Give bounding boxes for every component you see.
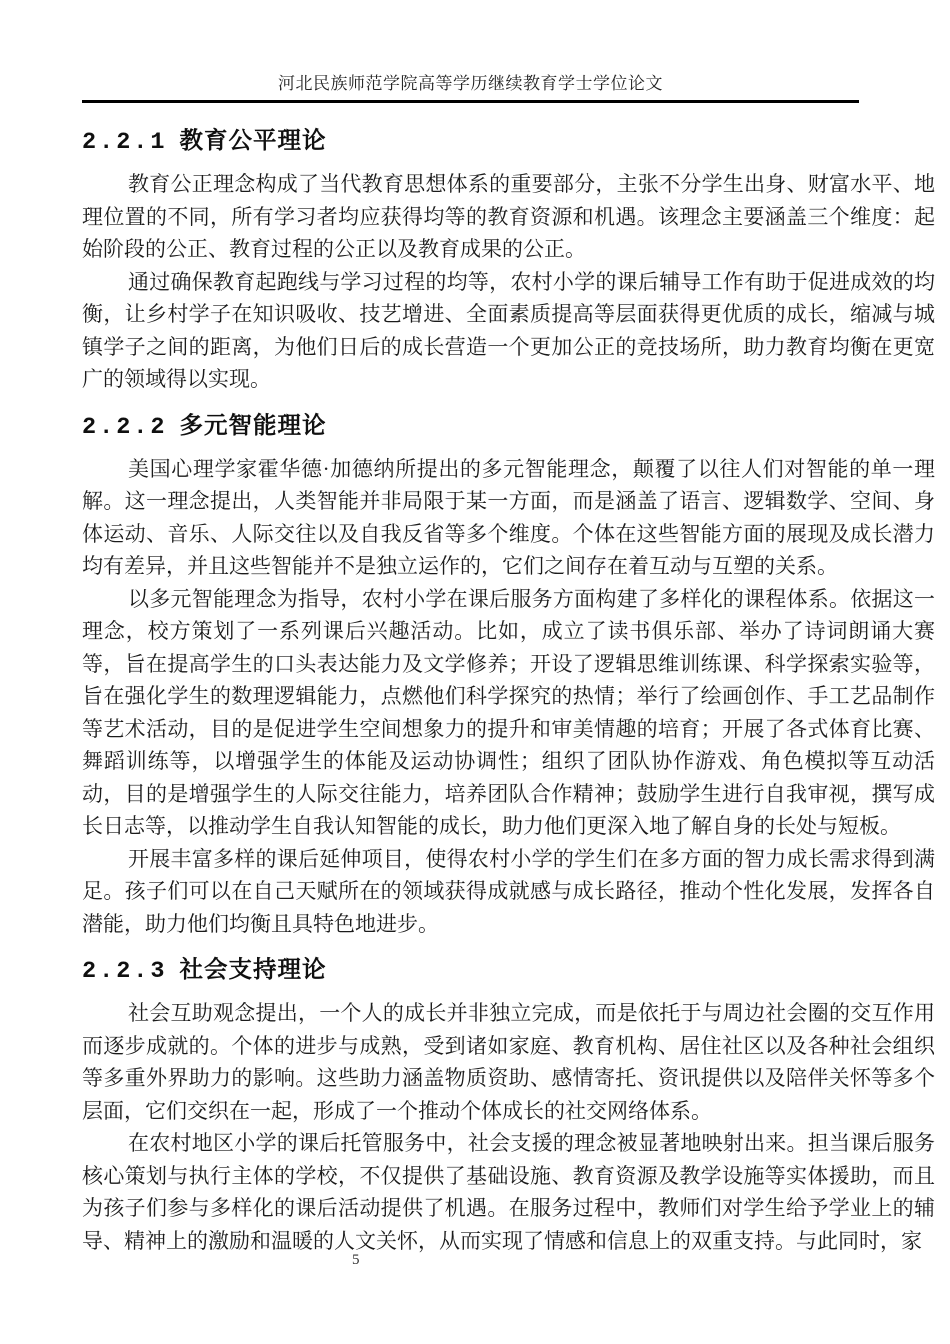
body-paragraph: 开展丰富多样的课后延伸项目，使得农村小学的学生们在多方面的智力成长需求得到满足。孩子们可以在自己天赋所在的领域获得成就感与成长路径，推动个性化发展，发挥各自潜能，助力他们均衡且具特色地进步。 xyxy=(82,846,935,936)
section-heading xyxy=(82,410,935,443)
section-heading xyxy=(82,954,935,987)
section-number: 2.2.3 xyxy=(82,958,168,985)
section-title: 多元智能理论 xyxy=(179,411,327,438)
body-paragraph: 社会互助观念提出，一个人的成长并非独立完成，而是依托于与周边社会圈的交互作用而逐步成就的。个体的进步与成熟，受到诸如家庭、教育机构、居住社区以及各种社会组织等多重外界助力的影响。这些助力涵盖物质资助、感情寄托、资讯提供以及陪伴关怀等多个层面，它们交织在一起，形成了一个推动个体成长的社交网络体系。 xyxy=(82,1001,935,1123)
section-social-support xyxy=(82,954,935,1257)
body-paragraph: 以多元智能理念为指导，农村小学在课后服务方面构建了多样化的课程体系。依据这一理念，校方策划了一系列课后兴趣活动。比如，成立了读书俱乐部、举办了诗词朗诵大赛等，旨在提高学生的口头表达能力及文学修养；开设了逻辑思维训练课、科学探索实验等，旨在强化学生的数理逻辑能力，点燃他们科学探究的热情；举行了绘画创作、手工艺品制作等艺术活动，目的是促进学生空间想象力的提升和审美情趣的培育；开展了各式体育比赛、舞蹈训练等，以增强学生的体能及运动协调性；组织了团队协作游戏、角色模拟等互动活动，目的是增强学生的人际交往能力，培养团队合作精神；鼓励学生进行自我审视，撰写成长日志等，以推动学生自我认知智能的成长，助力他们更深入地了解自身的长处与短板。 xyxy=(82,586,935,838)
body-paragraph: 教育公正理念构成了当代教育思想体系的重要部分，主张不分学生出身、财富水平、地理位置的不同，所有学习者均应获得均等的教育资源和机遇。该理念主要涵盖三个维度：起始阶段的公正、教育过程的公正以及教育成果的公正。 xyxy=(82,172,935,261)
section-heading xyxy=(82,125,935,158)
body-paragraph: 在农村地区小学的课后托管服务中，社会支援的理念被显著地映射出来。担当课后服务核心策划与执行主体的学校，不仅提供了基础设施、教育资源及教学设施等实体援助，而且为孩子们参与多样化的课后活动提供了机遇。在服务过程中，教师们对学生给予学业上的辅导、精神上的激励和温暖的人文关怀，从而实现了情感和信息上的双重支持。与此同时，家 xyxy=(82,1131,935,1253)
page-header xyxy=(82,75,859,103)
section-title: 社会支持理论 xyxy=(179,956,327,982)
section-multiple-intelligences xyxy=(82,410,935,941)
body-paragraph: 通过确保教育起跑线与学习过程的均等，农村小学的课后辅导工作有助于促进成效的均衡，让乡村学子在知识吸收、技艺增进、全面素质提高等层面获得更优质的成长，缩减与城镇学子之间的距离，为他们日后的成长营造一个更加公正的竞技场所，助力教育均衡在更宽广的领域得以实现。 xyxy=(82,269,935,391)
page-header-text: 河北民族师范学院高等学历继续教育学士学位论文 xyxy=(278,74,663,93)
body-paragraph: 美国心理学家霍华德·加德纳所提出的多元智能理念，颠覆了以往人们对智能的单一理解。这一理念提出，人类智能并非局限于某一方面，而是涵盖了语言、逻辑数学、空间、身体运动、音乐、人际交往以及自我反省等多个维度。个体在这些智能方面的展现及成长潜力均有差异，并且这些智能并不是独立运作的，它们之间存在着互动与互塑的关系。 xyxy=(82,456,935,578)
section-number: 2.2.2 xyxy=(82,413,168,441)
section-education-equity xyxy=(82,125,935,396)
page-number: 5 xyxy=(352,1252,360,1268)
section-number: 2.2.1 xyxy=(82,129,168,156)
section-title: 教育公平理论 xyxy=(179,127,327,153)
